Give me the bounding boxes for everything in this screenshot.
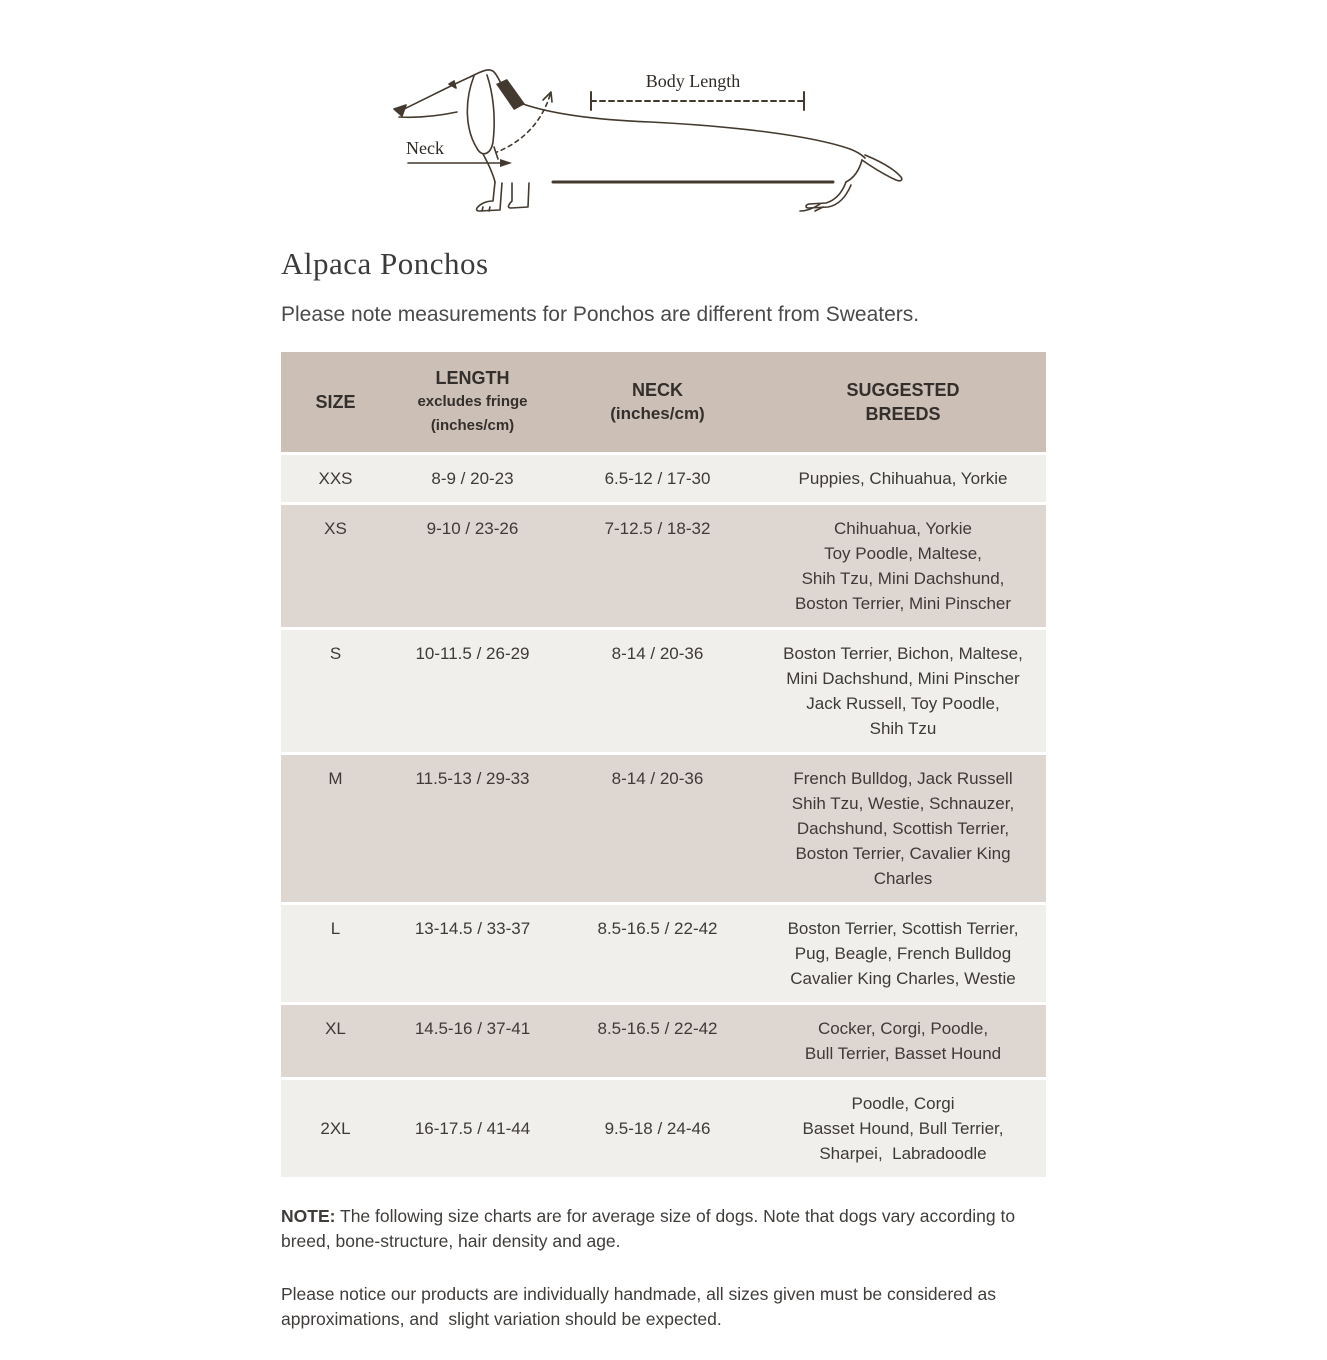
size-cell: XS (281, 505, 390, 627)
table-row (281, 1005, 1046, 1077)
dog-nose (394, 105, 406, 116)
breed-line: Mini Dachshund, Mini Pinscher (786, 669, 1020, 688)
header-length: LENGTH excludes fringe (inches/cm) (390, 352, 555, 452)
handmade-note-paragraph: Please notice our products are individually handmade, all sizes given must be considered as approximations, and slight variation should be expected. (281, 1284, 1001, 1329)
breeds-cell (760, 455, 1046, 502)
dog-hind-leg (806, 182, 851, 208)
neck-arc-arrowhead (543, 92, 552, 102)
table-row (281, 905, 1046, 1002)
breed-line: Toy Poodle, Maltese, (824, 544, 982, 563)
length-cell: 9-10 / 23-26 (390, 505, 555, 627)
length-cell: 11.5-13 / 29-33 (390, 755, 555, 902)
breed-line: Cavalier King Charles, Westie (790, 969, 1016, 988)
header-suggested-breeds: SUGGESTED BREEDS (760, 352, 1046, 452)
length-cell: 14.5-16 / 37-41 (390, 1005, 555, 1077)
dog-ear (467, 75, 494, 154)
notes-section (281, 1204, 1020, 1332)
neck-cell: 8-14 / 20-36 (555, 755, 760, 902)
breed-line: Chihuahua, Yorkie (833, 519, 972, 538)
breed-line: Boston Terrier, Scottish Terrier, (787, 919, 1019, 938)
breed-line: Shih Tzu (869, 719, 937, 738)
neck-cell: 8.5-16.5 / 22-42 (555, 905, 760, 1002)
breeds-cell (760, 505, 1046, 627)
page-content (281, 0, 1046, 1360)
neck-arc-tick (494, 147, 498, 159)
breeds-cell (760, 630, 1046, 752)
table-header-row (281, 352, 1046, 452)
breed-line: Shih Tzu, Westie, Schnauzer, (791, 794, 1015, 813)
note-label: NOTE: (281, 1206, 336, 1226)
neck-arrow-head (500, 159, 512, 167)
header-size: SIZE (281, 352, 390, 452)
page-title: Alpaca Ponchos (281, 246, 489, 281)
table-row (281, 505, 1046, 627)
table-row (281, 455, 1046, 502)
neck-label: Neck (406, 138, 444, 158)
neck-cell: 8.5-16.5 / 22-42 (555, 1005, 760, 1077)
size-cell: XL (281, 1005, 390, 1077)
subtitle: Please note measurements for Ponchos are different from Sweaters. (281, 303, 920, 326)
breed-line: Dachshund, Scottish Terrier, (796, 819, 1010, 838)
breeds-cell (760, 905, 1046, 1002)
size-table-body (281, 455, 1046, 1177)
breed-line: Shih Tzu, Mini Dachshund, (801, 569, 1005, 588)
size-cell: 2XL (281, 1080, 390, 1177)
breeds-cell (760, 1005, 1046, 1077)
size-cell: XXS (281, 455, 390, 502)
dog-front-leg-2 (508, 183, 529, 208)
dog-chest-line (483, 154, 495, 182)
note-text: The following size charts are for average size of dogs. Note that dogs vary according to breed, bone-structure, hair density and age. (281, 1206, 1020, 1251)
breed-line: Bull Terrier, Basset Hound (804, 1044, 1002, 1063)
dachshund-illustration (390, 55, 910, 230)
breed-line: Basset Hound, Bull Terrier, (802, 1119, 1004, 1138)
neck-cell: 7-12.5 / 18-32 (555, 505, 760, 627)
table-row (281, 1080, 1046, 1177)
breed-line: Puppies, Chihuahua, Yorkie (798, 469, 1008, 488)
size-cell: L (281, 905, 390, 1002)
breed-line: Boston Terrier, Bichon, Maltese, (783, 644, 1023, 663)
length-cell: 16-17.5 / 41-44 (390, 1080, 555, 1177)
breeds-cell (760, 1080, 1046, 1177)
breed-line: Cocker, Corgi, Poodle, (817, 1019, 989, 1038)
length-cell: 8-9 / 20-23 (390, 455, 555, 502)
size-chart-table (281, 349, 1046, 1180)
dog-measurement-diagram (390, 55, 910, 230)
dog-tail (862, 155, 902, 181)
breed-line: Pug, Beagle, French Bulldog (794, 944, 1012, 963)
table-row (281, 755, 1046, 902)
breed-line: Boston Terrier, Cavalier King Charles (795, 844, 1016, 888)
dog-rump-line (846, 160, 862, 182)
header-neck: NECK (inches/cm) (555, 352, 760, 452)
dog-collar (496, 79, 525, 110)
note-paragraph (281, 1204, 1020, 1254)
breed-line: Sharpei, Labradoodle (819, 1144, 987, 1163)
size-cell: M (281, 755, 390, 902)
neck-cell: 6.5-12 / 17-30 (555, 455, 760, 502)
breed-line: Jack Russell, Toy Poodle, (806, 694, 1000, 713)
breeds-cell (760, 755, 1046, 902)
body-length-label: Body Length (645, 71, 741, 91)
neck-cell: 9.5-18 / 24-46 (555, 1080, 760, 1177)
breed-line: Boston Terrier, Mini Pinscher (794, 594, 1012, 613)
dog-jaw-line (399, 112, 457, 117)
breed-line: Poodle, Corgi (851, 1094, 955, 1113)
size-cell: S (281, 630, 390, 752)
dog-back-line (523, 104, 865, 158)
table-row (281, 630, 1046, 752)
length-cell: 10-11.5 / 26-29 (390, 630, 555, 752)
neck-cell: 8-14 / 20-36 (555, 630, 760, 752)
breed-line: French Bulldog, Jack Russell (793, 769, 1013, 788)
length-cell: 13-14.5 / 33-37 (390, 905, 555, 1002)
